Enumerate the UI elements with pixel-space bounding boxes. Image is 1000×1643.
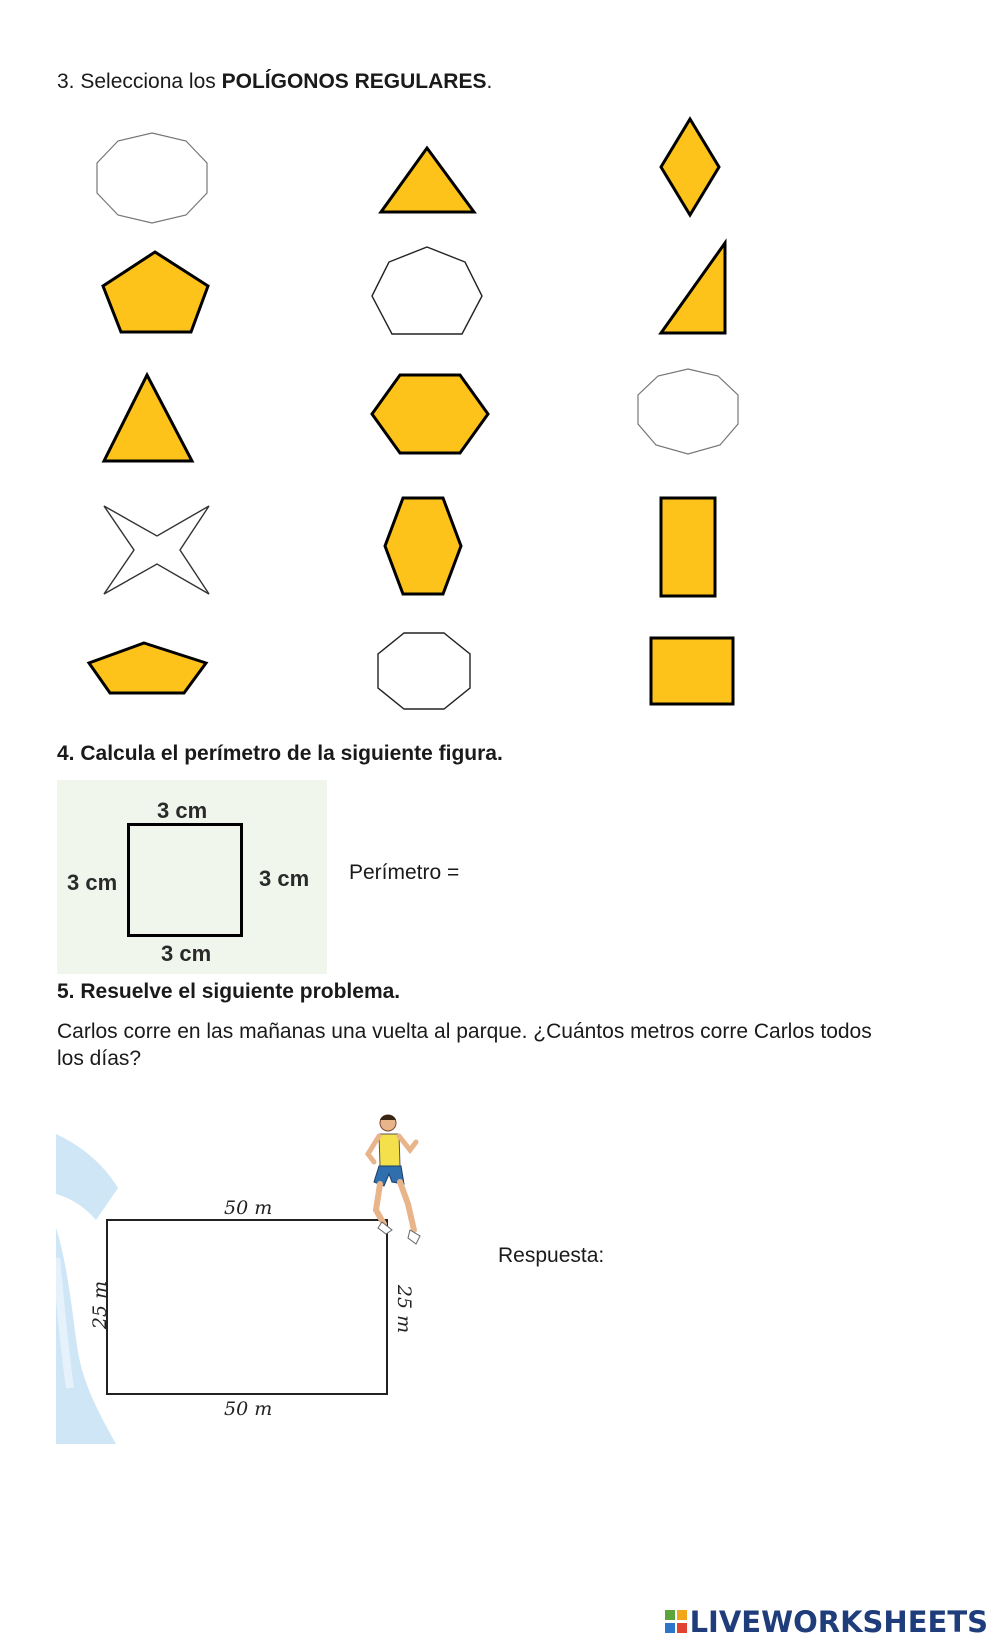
park-side-right: 25 m [393,1284,416,1334]
shape-square-yellow[interactable] [649,636,735,706]
question-3-suffix: . [486,70,493,93]
perimeter-figure-panel [57,780,327,974]
runner-illustration [362,1112,426,1255]
shape-decagon-outline[interactable] [92,132,212,224]
park-rectangle [106,1219,388,1395]
question-5-title: 5. Resuelve el siguiente problema. [57,980,401,1003]
shape-star-outline[interactable] [102,504,212,596]
question-4-title: 4. Calcula el perímetro de la siguiente figura. [57,742,503,765]
shape-pentagon-yellow[interactable] [100,249,212,335]
shape-triangle-yellow[interactable] [378,145,478,215]
question-3-prefix: 3. Selecciona los [57,70,222,93]
shape-flat-pentagon-yellow[interactable] [86,640,210,696]
perimeter-side-left: 3 cm [67,870,118,895]
perimeter-side-bottom: 3 cm [161,941,212,966]
shape-hexagon-yellow[interactable] [368,372,492,456]
park-side-top: 50 m [224,1197,273,1219]
perimeter-square [127,823,243,937]
perimeter-side-right: 3 cm [259,866,310,891]
liveworksheets-logo-text: LIVEWORKSHEETS [689,1605,988,1639]
perimeter-side-top: 3 cm [157,798,208,823]
shape-heptagon-outline[interactable] [370,246,484,336]
shape-octagon-outline[interactable] [376,632,472,710]
answer-label: Respuesta: [498,1244,605,1267]
perimeter-label: Perímetro = [349,861,460,884]
park-side-bottom: 50 m [224,1398,273,1420]
shape-rectangle-yellow[interactable] [659,496,717,598]
shape-hexagon-vertical-yellow[interactable] [382,495,464,597]
question-3-heading [57,70,492,94]
park-side-left: 25 m [89,1280,112,1330]
liveworksheets-logo [665,1605,988,1639]
shape-triangle-yellow-2[interactable] [101,372,195,464]
question-3-bold: POLÍGONOS REGULARES [221,70,487,93]
shape-nonagon-outline[interactable] [634,368,742,456]
question-5-body: Carlos corre en las mañanas una vuelta al parque. ¿Cuántos metros corre Carlos todos los días? [57,1020,872,1070]
shape-rhombus-yellow[interactable] [658,116,722,218]
liveworksheets-logo-icon [665,1610,687,1634]
shape-right-triangle-yellow[interactable] [658,240,730,336]
